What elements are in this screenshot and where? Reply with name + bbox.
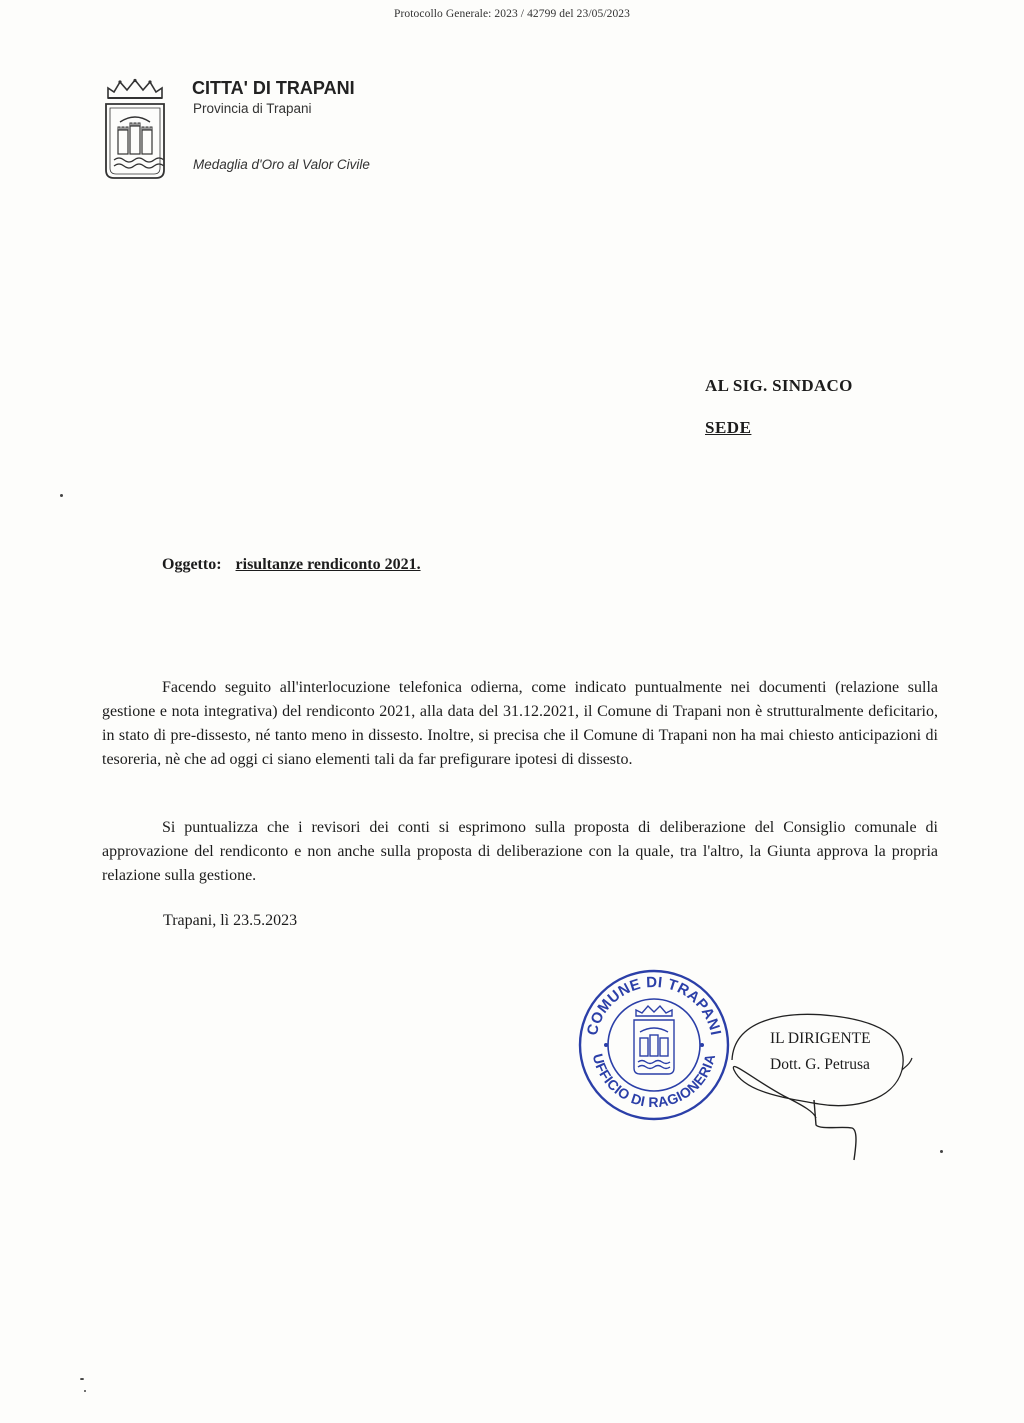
place-date: Trapani, lì 23.5.2023 bbox=[163, 912, 298, 929]
signer-name: Dott. G. Petrusa bbox=[770, 1056, 870, 1073]
recipient-addressee: AL SIG. SINDACO bbox=[705, 376, 853, 395]
coat-of-arms-icon bbox=[102, 78, 168, 182]
recipient-place: SEDE bbox=[705, 418, 752, 437]
scan-speck bbox=[940, 1150, 943, 1153]
signature-scrawl bbox=[724, 1000, 924, 1170]
scan-speck bbox=[80, 1378, 84, 1380]
subject-label: Oggetto: bbox=[162, 556, 222, 573]
stamp-crest-icon bbox=[634, 1006, 674, 1074]
honor-motto: Medaglia d'Oro al Valor Civile bbox=[193, 157, 370, 172]
subject-value: risultanze rendiconto 2021. bbox=[235, 556, 421, 573]
office-stamp bbox=[576, 968, 732, 1122]
body-paragraph-1: Facendo seguito all'interlocuzione telefonica odierna, come indicato puntualmente nei documenti (relazione sulla gestione e nota integrativa) del rendiconto 2021, alla data del 31.12.2021, il Comune di Trapani non è strutturalmente deficitario, in stato di pre-dissesto, né tanto meno in dissesto. Inoltre, si precisa che il Comune di Trapani non ha mai chiesto anticipazioni di tesoreria, nè che ad oggi ci siano elementi tali da far prefigurare ipotesi di dissesto. bbox=[102, 679, 938, 768]
scan-speck bbox=[60, 494, 63, 497]
municipality-name: CITTA' DI TRAPANI bbox=[192, 78, 355, 98]
scan-speck bbox=[84, 1390, 86, 1392]
province-name: Provincia di Trapani bbox=[193, 101, 312, 116]
protocol-header: Protocollo Generale: 2023 / 42799 del 23/05/2023 bbox=[393, 8, 631, 20]
subject-line bbox=[162, 556, 421, 574]
stamp-bottom-text: UFFICIO DI RAGIONERIA bbox=[589, 1052, 719, 1111]
body-paragraph-2: Si puntualizza che i revisori dei conti si esprimono sulla proposta di deliberazione del Consiglio comunale di approvazione del rendiconto e non anche sulla proposta di deliberazione con la quale, tra l'altro, la Giunta approva la propria relazione sulla gestione. bbox=[102, 819, 938, 884]
signer-role: IL DIRIGENTE bbox=[770, 1030, 871, 1047]
stamp-top-text: COMUNE DI TRAPANI bbox=[583, 973, 725, 1038]
